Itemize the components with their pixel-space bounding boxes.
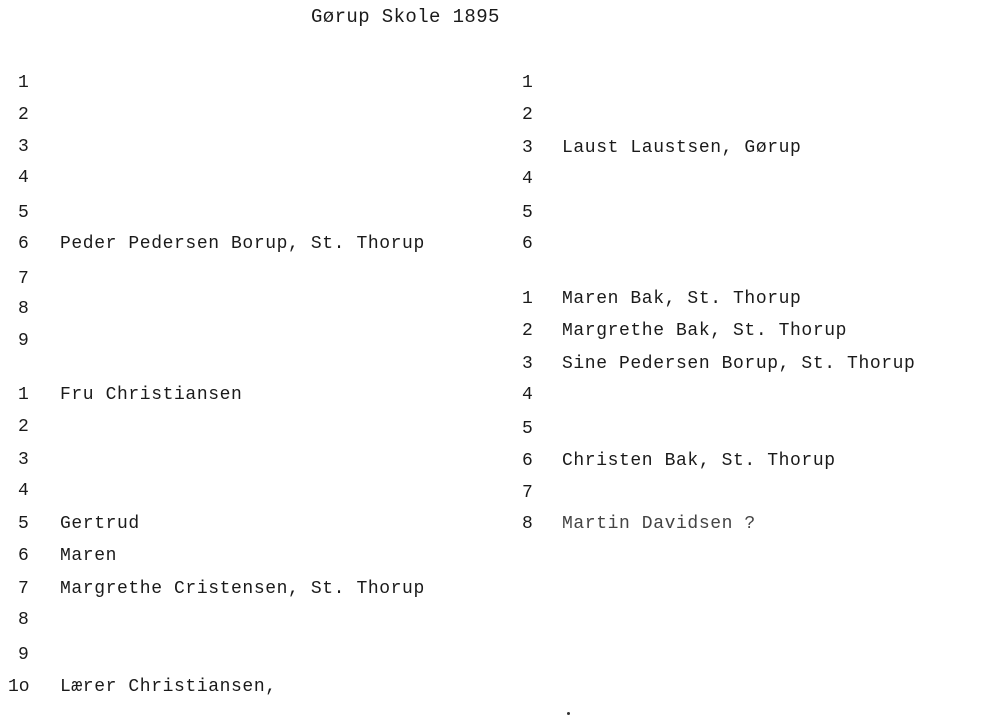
right-row-number: 4 bbox=[522, 169, 533, 189]
right-row-name: Sine Pedersen Borup, St. Thorup bbox=[562, 354, 916, 374]
right-row-number: 6 bbox=[522, 451, 533, 471]
right-row-number: 5 bbox=[522, 419, 533, 439]
left-row-name: Margrethe Cristensen, St. Thorup bbox=[60, 579, 425, 599]
left-row-name: Gertrud bbox=[60, 514, 140, 534]
right-row-name: Martin Davidsen ? bbox=[562, 514, 756, 534]
left-row-number: 9 bbox=[18, 331, 29, 351]
right-row-name: Margrethe Bak, St. Thorup bbox=[562, 321, 848, 341]
left-row-number: 7 bbox=[18, 579, 29, 599]
left-row-number: 5 bbox=[18, 203, 29, 223]
right-row-number: 6 bbox=[522, 234, 533, 254]
right-row-number: 5 bbox=[522, 203, 533, 223]
left-row-number: 4 bbox=[18, 168, 29, 188]
right-row-name: Christen Bak, St. Thorup bbox=[562, 451, 836, 471]
right-row-number: 3 bbox=[522, 354, 533, 374]
left-row-number: 8 bbox=[18, 610, 29, 630]
right-row-name: Maren Bak, St. Thorup bbox=[562, 289, 802, 309]
left-row-name: Maren bbox=[60, 546, 118, 566]
left-row-number: 1 bbox=[18, 385, 29, 405]
right-row-number: 8 bbox=[522, 514, 533, 534]
right-row-name: Laust Laustsen, Gørup bbox=[562, 138, 802, 158]
left-row-number: 2 bbox=[18, 105, 29, 125]
left-row-name: Lærer Christiansen, bbox=[60, 677, 277, 697]
left-row-number: 9 bbox=[18, 645, 29, 665]
left-row-name: Fru Christiansen bbox=[60, 385, 243, 405]
left-row-number: 4 bbox=[18, 481, 29, 501]
left-row-number: 2 bbox=[18, 417, 29, 437]
left-row-name: Peder Pedersen Borup, St. Thorup bbox=[60, 234, 425, 254]
right-row-number: 4 bbox=[522, 385, 533, 405]
right-row-number: 1 bbox=[522, 73, 533, 93]
left-row-number: 7 bbox=[18, 269, 29, 289]
page-title: Gørup Skole 1895 bbox=[311, 6, 500, 28]
right-row-number: 7 bbox=[522, 483, 533, 503]
ink-speck bbox=[567, 712, 570, 715]
right-row-number: 3 bbox=[522, 138, 533, 158]
left-row-number: 5 bbox=[18, 514, 29, 534]
left-row-number: 1 bbox=[18, 73, 29, 93]
left-row-number: 6 bbox=[18, 546, 29, 566]
left-row-number: 1o bbox=[8, 677, 30, 697]
right-row-number: 1 bbox=[522, 289, 533, 309]
left-row-number: 6 bbox=[18, 234, 29, 254]
left-row-number: 3 bbox=[18, 450, 29, 470]
left-row-number: 3 bbox=[18, 137, 29, 157]
right-row-number: 2 bbox=[522, 105, 533, 125]
right-row-number: 2 bbox=[522, 321, 533, 341]
left-row-number: 8 bbox=[18, 299, 29, 319]
